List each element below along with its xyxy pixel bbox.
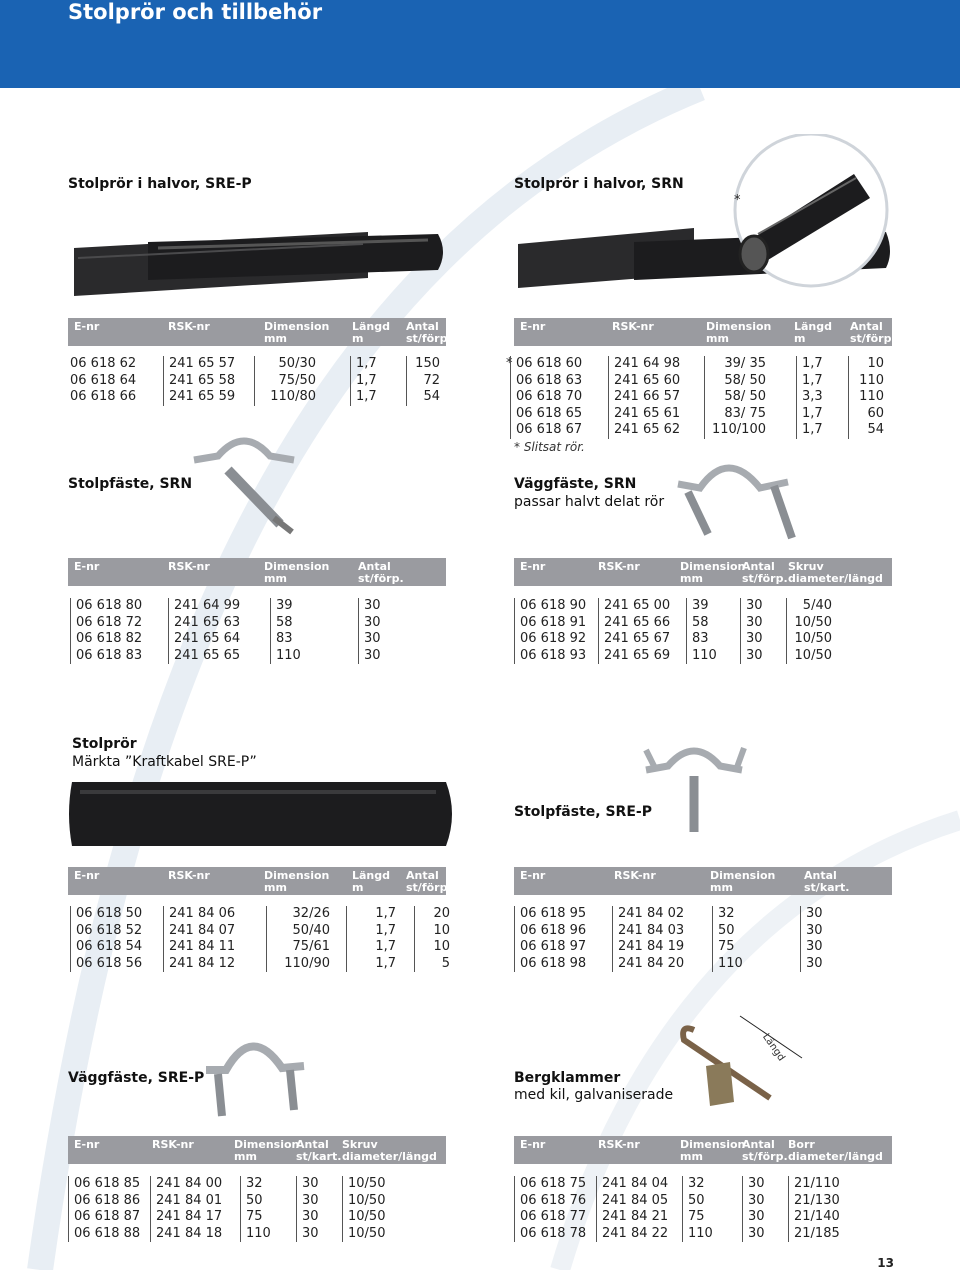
col-header-rsk: RSK-nr: [168, 560, 210, 573]
table-col-dim: 39/ 35 58/ 50 58/ 50 83/ 75 110/100: [704, 356, 766, 439]
table-col-dim: 32/26 50/40 75/61 110/90: [266, 906, 330, 972]
table-header-t5: [68, 867, 452, 895]
pipe-halves-sre-p-image: [68, 218, 448, 298]
table-col-skruv: 10/50 10/50 10/50 10/50: [342, 1176, 385, 1242]
table-header-t2: [514, 318, 896, 346]
col-header-langd: Längd m: [352, 869, 391, 894]
table-col-dim: 32 50 75 110: [240, 1176, 271, 1242]
table-col-antal: 30 30 30 30: [358, 598, 381, 664]
col-header-antal: Antal st/förp.: [850, 320, 896, 345]
col-header-enr: E-nr: [520, 1138, 546, 1151]
wall-bracket-srn-image: [668, 454, 798, 550]
table-col-langd: 1,7 1,7 3,3 1,7 1,7: [796, 356, 823, 439]
col-header-dim: Dimension mm: [264, 320, 330, 345]
table-col-dim: 32 50 75 110: [682, 1176, 713, 1242]
section-title-bergklammer: Bergklammer: [514, 1070, 621, 1086]
table-col-langd: 1,7 1,7 1,7 1,7: [346, 906, 396, 972]
col-header-antal: Antal st/förp.: [406, 869, 452, 894]
rock-clamp-image: [670, 1010, 810, 1110]
col-header-dim: Dimension mm: [264, 869, 330, 894]
col-header-skruv: Skruv diameter/längd mm: [342, 1138, 437, 1175]
col-header-enr: E-nr: [74, 1138, 100, 1151]
col-header-rsk: RSK-nr: [152, 1138, 194, 1151]
length-label: Längd: [760, 1031, 787, 1064]
slit-marker: *: [734, 193, 741, 208]
table-col-rsk: 241 84 00 241 84 01 241 84 17 241 84 18: [150, 1176, 222, 1242]
table-col-langd: 1,7 1,7 1,7: [350, 356, 377, 406]
pole-bracket-sre-p-image: [640, 740, 750, 840]
section-subtitle-stolpror: Märkta ”Kraftkabel SRE-P”: [72, 754, 257, 770]
table-col-antal: 20 10 10 5: [414, 906, 450, 972]
section-title-stolpfaste-srn: Stolpfäste, SRN: [68, 476, 193, 492]
footnote-slit: * Slitsat rör.: [514, 440, 585, 454]
table-col-rsk: 241 84 02 241 84 03 241 84 19 241 84 20: [612, 906, 684, 972]
table-col-rsk: 241 65 00 241 65 66 241 65 67 241 65 69: [598, 598, 670, 664]
col-header-antal: Antal st/förp.: [742, 1138, 788, 1163]
col-header-dim: Dimension mm: [680, 1138, 746, 1163]
col-header-antal: Antal st/förp.: [406, 320, 452, 345]
table-col-enr: 06 618 80 06 618 72 06 618 82 06 618 83: [70, 598, 142, 664]
table-header-t4: [514, 558, 892, 597]
section-title-stolpfaste-sre-p: Stolpfäste, SRE-P: [514, 804, 652, 820]
table-header-t6: [514, 867, 892, 895]
section-subtitle-bergklammer: med kil, galvaniserade: [514, 1087, 674, 1103]
table-header-t7: [68, 1136, 446, 1175]
section-subtitle-vaggfaste-srn: passar halvt delat rör: [514, 494, 665, 510]
pole-pipe-image: [66, 776, 460, 852]
section-title-vaggfaste-srn: Väggfäste, SRN: [514, 476, 637, 492]
table-col-antal: 30 30 30 30: [296, 1176, 319, 1242]
table-col-dim: 50/30 75/50 110/80: [254, 356, 316, 406]
col-header-dim: Dimension mm: [234, 1138, 300, 1163]
table-col-rsk: 241 84 04 241 84 05 241 84 21 241 84 22: [596, 1176, 668, 1242]
table-header-t3: [68, 558, 446, 586]
col-header-rsk: RSK-nr: [598, 1138, 640, 1151]
table-col-antal: 30 30 30 30: [742, 1176, 765, 1242]
table-col-enr: 06 618 62 06 618 64 06 618 66: [70, 356, 137, 404]
table-col-rsk: 241 65 57 241 65 58 241 65 59: [163, 356, 235, 406]
section-title-vaggfaste-sre-p: Väggfäste, SRE-P: [68, 1070, 205, 1086]
table-col-enr: 06 618 90 06 618 91 06 618 92 06 618 93: [514, 598, 586, 664]
col-header-rsk: RSK-nr: [598, 560, 640, 573]
table-header-t8: [514, 1136, 892, 1175]
table-col-rsk: 241 64 99 241 65 63 241 65 64 241 65 65: [168, 598, 240, 664]
page-title: Stolprör och tillbehör: [68, 0, 323, 24]
table-col-skruv: 5/40 10/50 10/50 10/50: [786, 598, 832, 664]
table-col-enr: 06 618 60 06 618 63 06 618 70 06 618 65 06 618 67: [510, 356, 582, 439]
col-header-antal: Antal st/förp.: [742, 560, 788, 585]
pole-bracket-srn-image: [188, 430, 308, 540]
table-col-dim: 32 50 75 110: [712, 906, 743, 972]
pipe-halves-srn-image: [514, 134, 894, 294]
col-header-borr: Borr diameter/längd mm: [788, 1138, 883, 1175]
col-header-rsk: RSK-nr: [614, 869, 656, 882]
col-header-antal: Antal st/förp.: [358, 560, 404, 585]
table-col-enr: 06 618 50 06 618 52 06 618 54 06 618 56: [70, 906, 142, 972]
table-col-antal: 30 30 30 30: [740, 598, 763, 664]
table-col-antal: 150 72 54: [406, 356, 440, 406]
table-col-enr: 06 618 95 06 618 96 06 618 97 06 618 98: [514, 906, 586, 972]
col-header-dim: Dimension mm: [706, 320, 772, 345]
table-col-borr: 21/110 21/130 21/140 21/185: [788, 1176, 840, 1242]
col-header-enr: E-nr: [74, 869, 100, 882]
table-col-enr: 06 618 85 06 618 86 06 618 87 06 618 88: [68, 1176, 140, 1242]
col-header-enr: E-nr: [520, 560, 546, 573]
col-header-enr: E-nr: [74, 560, 100, 573]
col-header-skruv: Skruv diameter/längd mm: [788, 560, 883, 597]
col-header-enr: E-nr: [520, 869, 546, 882]
col-header-dim: Dimension mm: [710, 869, 776, 894]
section-title-sre-p-halves: Stolprör i halvor, SRE-P: [68, 176, 252, 192]
slit-row-marker: *: [506, 356, 513, 371]
col-header-enr: E-nr: [520, 320, 546, 333]
table-col-enr: 06 618 75 06 618 76 06 618 77 06 618 78: [514, 1176, 586, 1242]
col-header-rsk: RSK-nr: [168, 869, 210, 882]
col-header-rsk: RSK-nr: [612, 320, 654, 333]
table-col-dim: 39 58 83 110: [686, 598, 717, 664]
page-number: 13: [877, 1256, 894, 1270]
col-header-rsk: RSK-nr: [168, 320, 210, 333]
table-header-t1: [68, 318, 452, 346]
table-col-dim: 39 58 83 110: [270, 598, 301, 664]
table-col-rsk: 241 84 06 241 84 07 241 84 11 241 84 12: [163, 906, 235, 972]
table-col-antal: 30 30 30 30: [800, 906, 823, 972]
col-header-antal: Antal st/kart.: [296, 1138, 342, 1163]
title-banner: [0, 0, 960, 88]
wall-bracket-sre-p-image: [196, 1030, 316, 1126]
section-title-srn-halves: Stolprör i halvor, SRN: [514, 176, 684, 192]
col-header-enr: E-nr: [74, 320, 100, 333]
col-header-dim: Dimension mm: [680, 560, 746, 585]
col-header-langd: Längd m: [794, 320, 833, 345]
table-col-antal: 10 110 110 60 54: [848, 356, 884, 439]
col-header-langd: Längd m: [352, 320, 391, 345]
col-header-antal: Antal st/kart.: [804, 869, 850, 894]
table-col-rsk: 241 64 98 241 65 60 241 66 57 241 65 61 241 65 62: [608, 356, 680, 439]
section-title-stolpror: Stolprör: [72, 736, 137, 752]
col-header-dim: Dimension mm: [264, 560, 330, 585]
